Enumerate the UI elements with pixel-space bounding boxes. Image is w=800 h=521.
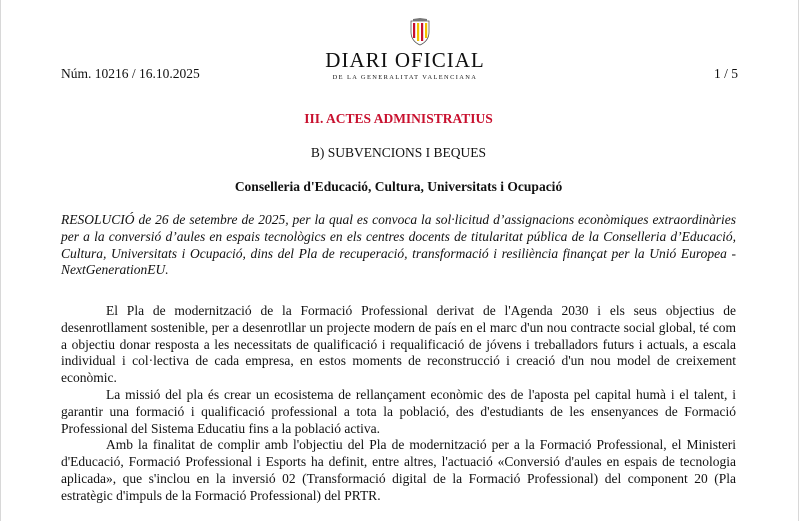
section-heading: III. ACTES ADMINISTRATIUS: [304, 111, 493, 126]
diari-oficial-logo: [316, 14, 494, 86]
resolution-title: RESOLUCIÓ de 26 de setembre de 2025, per la qual es convoca la sol·licitud d’assignacions econòmiques extraordinàries per a la conversió d’aules en espais tecnològics en els centres docents de titularitat pública de la Conselleria d’Educació, Cultura, Universitats i Ocupació, dins del Pla de recuperació, transformació i resiliència finançat per la Unió Europea - NextGenerationEU.: [61, 212, 736, 278]
page-counter: 1 / 5: [713, 66, 738, 81]
page-header: [61, 14, 738, 86]
body-paragraph: La missió del pla és crear un ecosistema de rellançament econòmic des de l'aposta pel capital humà i el talent, i garantir una formació i qualificació professional a tota la població, des d'estudiants de les ensenyances de Formació Professional del Sistema Educatiu fins a la població activa.: [61, 386, 736, 436]
body-paragraph: Amb la finalitat de complir amb l'objectiu del Pla de modernització per a la Formació Professional, el Ministeri d'Educació, Formació Professional i Esports ha definit, entre altres, l'actuació «Conversió d'aules en espais de tecnologia aplicada», que s'inclou en la inversió 02 (Transformació digital de la Formació Professional) del component 20 (Pla estratègic d'impuls de la Formació Professional) del PRTR.: [61, 437, 736, 503]
issue-number: Núm. 10216 / 16.10.2025: [61, 66, 200, 81]
subsection-heading: B) SUBVENCIONS I BEQUES: [310, 145, 487, 160]
logo-title: DIARI OFICIAL: [325, 48, 485, 72]
body-paragraph: El Pla de modernització de la Formació Professional derivat de l'Agenda 2030 i els seus objectius de desenrotllament sostenible, per a desenrotllar un projecte modern de país en el marc d'un nou contracte social global, té com a objectiu donar resposta a les necessitats de qualificació i requalificació de jóvens i treballadors futurs i actuals, a escala individual i col·lectiva de cada empresa, en estos moments de reconstrucció i creació d'un nou model de creixement econòmic.: [61, 303, 736, 386]
document-body: [61, 303, 736, 505]
logo-subtitle: DE LA GENERALITAT VALENCIANA: [332, 74, 478, 81]
department-heading: Conselleria d'Educació, Cultura, Universitats i Ocupació: [234, 179, 563, 194]
coat-of-arms-icon: [409, 18, 431, 46]
